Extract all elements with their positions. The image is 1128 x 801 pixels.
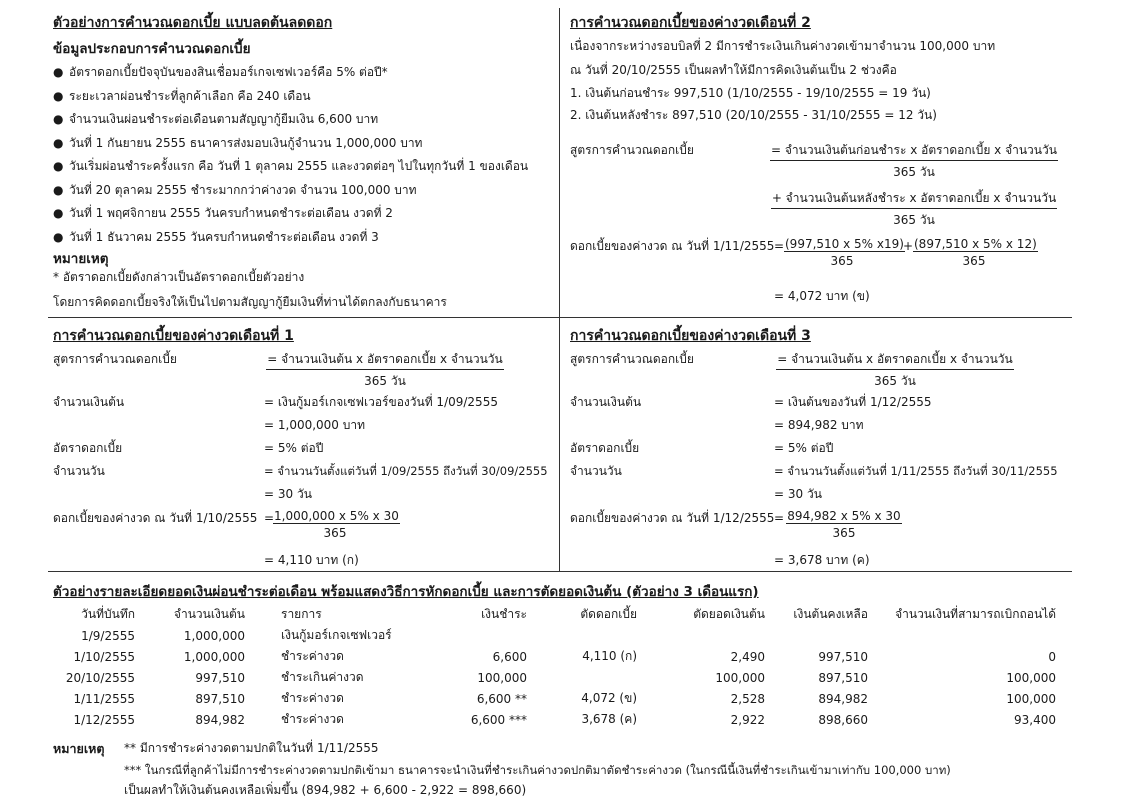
interest-result: = 4,110 บาท (ก) bbox=[264, 553, 359, 567]
table-cell: 2,528 bbox=[730, 691, 765, 706]
days-value: = จำนวนวันตั้งแต่วันที่ 1/11/2555 ถึงวันที่ 30/11/2555 bbox=[774, 464, 1058, 478]
rate-label: อัตราดอกเบี้ย bbox=[570, 441, 640, 455]
table-cell: 894,982 bbox=[195, 712, 245, 727]
column-header: รายการ bbox=[281, 607, 322, 621]
table-note: ** มีการชำระค่างวดตามปกติในวันที่ 1/11/2555 bbox=[124, 741, 379, 755]
principal-value: = 894,982 บาท bbox=[774, 418, 864, 432]
table-cell: ชำระค่างวด bbox=[281, 691, 344, 705]
table-cell: 4,072 (ข) bbox=[581, 691, 637, 705]
table-note: *** ในกรณีที่ลูกค้าไม่มีการชำระค่างวดตามปกติเข้ามา ธนาคารจะนำเงินที่ชำระเกินค่างวดปกติมาตัดชำระค่างวด (ในกรณีนี้เงินที่ชำระเกินเข้ามาเท่ากับ 100,000 บาท) bbox=[124, 763, 951, 777]
table-cell bbox=[765, 625, 868, 646]
table-cell: 100,000 bbox=[477, 670, 527, 685]
table-cell: 100,000 bbox=[1006, 691, 1056, 706]
days-value: = 30 วัน bbox=[264, 487, 312, 501]
principal-value: = 1,000,000 บาท bbox=[264, 418, 366, 432]
table-cell: เงินกู้มอร์เกจเซฟเวอร์ bbox=[281, 628, 392, 642]
table-cell: 0 bbox=[1048, 649, 1056, 664]
bullet-icon: ● bbox=[53, 112, 64, 126]
table-cell: ชำระค่างวด bbox=[281, 712, 344, 726]
interest-label: ดอกเบี้ยของค่างวด ณ วันที่ 1/12/2555 bbox=[570, 511, 775, 525]
interest-result: = 4,072 บาท (ข) bbox=[774, 289, 870, 303]
bullet-icon: ● bbox=[53, 88, 64, 103]
bullet-icon: ● bbox=[53, 135, 64, 150]
formula-fraction-1: = จำนวนเงินต้นก่อนชำระ x อัตราดอกเบี้ย x จำนวนวัน 365 วัน bbox=[771, 143, 1057, 179]
bullet-item: ● อัตราดอกเบี้ยปัจจุบันของสินเชื่อมอร์เกจเซฟเวอร์คือ 5% ต่อปี* bbox=[53, 61, 528, 85]
table-cell: 1/12/2555 bbox=[73, 712, 135, 727]
column-header: จำนวนเงินที่สามารถเบิกถอนได้ bbox=[895, 607, 1056, 621]
formula-fraction-2: + จำนวนเงินต้นหลังชำระ x อัตราดอกเบี้ย x จำนวนวัน 365 วัน bbox=[771, 191, 1057, 227]
bullet-item: ● จำนวนเงินผ่อนชำระต่อเดือนตามสัญญากู้ยืมเงิน 6,600 บาท bbox=[53, 108, 528, 132]
days-value: = 30 วัน bbox=[774, 487, 822, 501]
note-line: โดยการคิดดอกเบี้ยจริงให้เป็นไปตามสัญญากู้ยืมเงินที่ท่านได้ตกลงกับธนาคาร bbox=[53, 295, 447, 309]
column-header: เงินชำระ bbox=[481, 607, 527, 621]
divider-horizontal-top bbox=[48, 317, 1072, 318]
table-cell: 20/10/2555 bbox=[65, 670, 135, 685]
month2-text: 1. เงินต้นก่อนชำระ 997,510 (1/10/2555 - 19/10/2555 = 19 วัน) bbox=[570, 86, 931, 100]
column-header: ตัดดอกเบี้ย bbox=[580, 607, 637, 621]
divider-horizontal-bottom bbox=[48, 571, 1072, 572]
table-cell: 1/9/2555 bbox=[81, 628, 135, 643]
interest-label: ดอกเบี้ยของค่างวด ณ วันที่ 1/10/2555 bbox=[53, 511, 258, 525]
table-note: เป็นผลทำให้เงินต้นคงเหลือเพิ่มขึ้น (894,982 + 6,600 - 2,922 = 898,660) bbox=[124, 783, 527, 797]
table-cell: 997,510 bbox=[818, 649, 868, 664]
calc-fraction: $\frac{1,000,000 x 5\% x 30}{365}$ bbox=[274, 509, 399, 540]
calc-fraction-2: $\frac{(897,510 x 5\% x 12)}{365}$ bbox=[914, 237, 1037, 268]
bullet-item: ● วันที่ 1 ธันวาคม 2555 วันครบกำหนดชำระต่อเดือน งวดที่ 3 bbox=[53, 226, 528, 250]
bullet-item: ● วันที่ 1 กันยายน 2555 ธนาคารส่งมอบเงินกู้จำนวน 1,000,000 บาท bbox=[53, 132, 528, 156]
table-cell: 6,600 *** bbox=[470, 712, 527, 727]
rate-value: = 5% ต่อปี bbox=[264, 441, 324, 455]
bullet-icon: ● bbox=[53, 206, 64, 220]
table-cell: 1,000,000 bbox=[183, 649, 245, 664]
principal-value: = เงินต้นของวันที่ 1/12/2555 bbox=[774, 395, 932, 409]
bullet-icon: ● bbox=[53, 182, 64, 197]
bullet-icon: ● bbox=[53, 229, 64, 244]
month3-title: การคำนวณดอกเบี้ยของค่างวดเดือนที่ 3 bbox=[570, 328, 811, 344]
bullet-item: ● ระยะเวลาผ่อนชำระที่ลูกค้าเลือก คือ 240 เดือน bbox=[53, 85, 528, 109]
table-cell: 898,660 bbox=[818, 712, 868, 727]
month2-text: ณ วันที่ 20/10/2555 เป็นผลทำให้มีการคิดเงินต้นเป็น 2 ช่วงคือ bbox=[570, 63, 897, 77]
table-cell: 6,600 bbox=[492, 649, 527, 664]
column-header: วันที่บันทึก bbox=[81, 607, 135, 621]
table-cell: 100,000 bbox=[715, 670, 765, 685]
table-cell: 997,510 bbox=[195, 670, 245, 685]
principal-value: = เงินกู้มอร์เกจเซฟเวอร์ของวันที่ 1/09/2555 bbox=[264, 395, 498, 409]
column-header: ตัดยอดเงินต้น bbox=[693, 607, 765, 621]
rate-value: = 5% ต่อปี bbox=[774, 441, 834, 455]
example-title: ตัวอย่างการคำนวณดอกเบี้ย แบบลดต้นลดดอก bbox=[53, 15, 333, 31]
table-cell: 6,600 ** bbox=[476, 691, 527, 706]
rate-label: อัตราดอกเบี้ย bbox=[53, 441, 123, 455]
table-title: ตัวอย่างรายละเอียดยอดเงินผ่อนชำระต่อเดือน พร้อมแสดงวิธีการหักดอกเบี้ย และการตัดยอดเงินต้น (ตัวอย่าง 3 เดือนแรก) bbox=[53, 584, 759, 600]
interest-result: = 3,678 บาท (ค) bbox=[774, 553, 870, 567]
table-cell: 2,922 bbox=[730, 712, 765, 727]
table-cell: 1,000,000 bbox=[183, 628, 245, 643]
table-row bbox=[53, 688, 1056, 709]
table-note-title: หมายเหตุ bbox=[53, 741, 105, 756]
formula-fraction: = จำนวนเงินต้น x อัตราดอกเบี้ย x จำนวนวัน 365 วัน bbox=[267, 352, 503, 388]
table-row bbox=[53, 667, 1056, 688]
interest-label: ดอกเบี้ยของค่างวด ณ วันที่ 1/11/2555 bbox=[570, 239, 775, 253]
bullet-icon: ● bbox=[53, 159, 64, 173]
table-cell: ชำระค่างวด bbox=[281, 649, 344, 663]
table-cell: 894,982 bbox=[818, 691, 868, 706]
formula-label: สูตรการคำนวณดอกเบี้ย bbox=[570, 143, 694, 157]
payment-table bbox=[53, 604, 1056, 730]
table-cell: 3,678 (ค) bbox=[581, 712, 637, 726]
bullet-item: ● วันเริ่มผ่อนชำระครั้งแรก คือ วันที่ 1 ตุลาคม 2555 และงวดต่อๆ ไปในทุกวันที่ 1 ของเดือน bbox=[53, 155, 528, 179]
table-cell bbox=[868, 625, 1056, 646]
formula-fraction: = จำนวนเงินต้น x อัตราดอกเบี้ย x จำนวนวัน 365 วัน bbox=[777, 352, 1013, 388]
month2-text: เนื่องจากระหว่างรอบบิลที่ 2 มีการชำระเงินเกินค่างวดเข้ามาจำนวน 100,000 บาท bbox=[570, 39, 996, 53]
table-cell: 4,110 (ก) bbox=[582, 649, 637, 663]
info-subtitle: ข้อมูลประกอบการคำนวณดอกเบี้ย bbox=[53, 41, 251, 57]
bullet-item: ● วันที่ 1 พฤศจิกายน 2555 วันครบกำหนดชำระต่อเดือน งวดที่ 2 bbox=[53, 202, 528, 226]
calc-fraction: $\frac{894,982 x 5\% x 30}{365}$ bbox=[787, 509, 901, 540]
table-cell: 1/10/2555 bbox=[73, 649, 135, 664]
note-line: * อัตราดอกเบี้ยดังกล่าวเป็นอัตราดอกเบี้ยตัวอย่าง bbox=[53, 270, 305, 284]
bullet-icon: ● bbox=[53, 65, 64, 79]
table-cell: 93,400 bbox=[1014, 712, 1056, 727]
table-cell: 1/11/2555 bbox=[73, 691, 135, 706]
month2-text: 2. เงินต้นหลังชำระ 897,510 (20/10/2555 - 31/10/2555 = 12 วัน) bbox=[570, 108, 937, 122]
table-cell bbox=[527, 625, 637, 646]
table-cell bbox=[403, 625, 527, 646]
table-cell: 2,490 bbox=[730, 649, 765, 664]
table-cell: ชำระเกินค่างวด bbox=[281, 670, 364, 684]
month1-title: การคำนวณดอกเบี้ยของค่างวดเดือนที่ 1 bbox=[53, 328, 294, 344]
note-title: หมายเหตุ bbox=[53, 251, 109, 267]
table-row bbox=[53, 625, 1056, 646]
principal-label: จำนวนเงินต้น bbox=[570, 395, 642, 409]
formula-label: สูตรการคำนวณดอกเบี้ย bbox=[570, 352, 694, 366]
calc-eq: = bbox=[774, 511, 785, 525]
table-header-row bbox=[53, 604, 1056, 625]
column-header: จำนวนเงินต้น bbox=[173, 607, 245, 621]
calc-eq: = bbox=[774, 239, 785, 253]
calc-plus: + bbox=[903, 239, 914, 253]
calc-eq: = bbox=[264, 511, 275, 525]
table-row bbox=[53, 646, 1056, 667]
days-value: = จำนวนวันตั้งแต่วันที่ 1/09/2555 ถึงวันที่ 30/09/2555 bbox=[264, 464, 548, 478]
bullet-item: ● วันที่ 20 ตุลาคม 2555 ชำระมากกว่าค่างวด จำนวน 100,000 บาท bbox=[53, 179, 528, 203]
days-label: จำนวนวัน bbox=[570, 464, 622, 478]
formula-label: สูตรการคำนวณดอกเบี้ย bbox=[53, 352, 177, 366]
month2-title: การคำนวณดอกเบี้ยของค่างวดเดือนที่ 2 bbox=[570, 15, 811, 31]
principal-label: จำนวนเงินต้น bbox=[53, 395, 125, 409]
table-cell: 100,000 bbox=[1006, 670, 1056, 685]
table-cell: 897,510 bbox=[818, 670, 868, 685]
table-cell: 897,510 bbox=[195, 691, 245, 706]
info-bullet-list bbox=[53, 61, 528, 249]
table-cell bbox=[527, 667, 637, 688]
table-row bbox=[53, 709, 1056, 730]
calc-fraction-1: $\frac{(997,510 x 5\% x19)}{365}$ bbox=[785, 237, 904, 268]
column-header: เงินต้นคงเหลือ bbox=[793, 607, 868, 621]
days-label: จำนวนวัน bbox=[53, 464, 105, 478]
divider-vertical bbox=[559, 8, 560, 572]
table-cell bbox=[637, 625, 765, 646]
